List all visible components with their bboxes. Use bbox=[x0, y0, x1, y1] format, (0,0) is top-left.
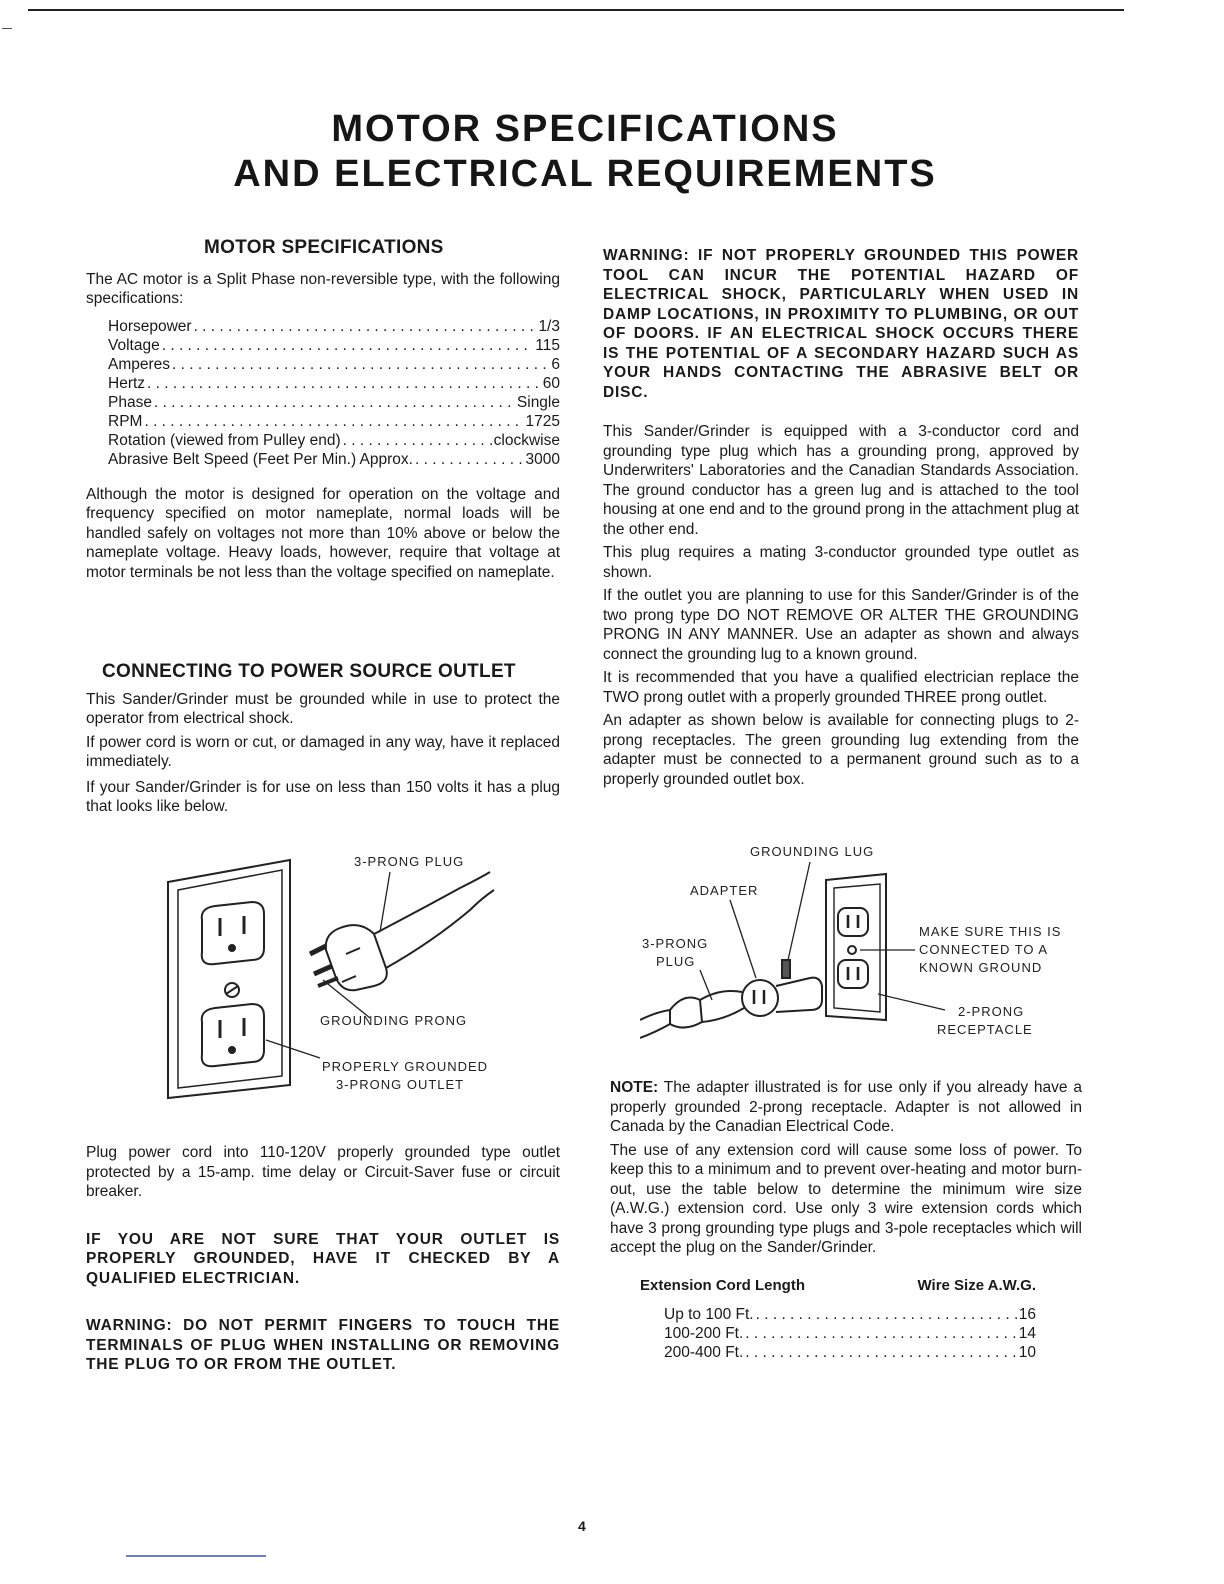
spec-list bbox=[86, 317, 560, 469]
connecting-p4: Plug power cord into 110-120V properly grounded type outlet protected by a 15-amp. time delay or Circuit-Saver fuse or circuit breaker. bbox=[86, 1144, 560, 1200]
fig2-plug-label-1: 3-PRONG bbox=[642, 936, 709, 951]
note-lead: NOTE: bbox=[610, 1079, 659, 1096]
right-p5: An adapter as shown below is available for connecting plugs to 2-prong receptacles. The green grounding lug extending from the adapter must be connected to a permanent ground such as to a properly grounded outlet box. bbox=[603, 712, 1079, 788]
spec-row: Abrasive Belt Speed (Feet Per Min.) Approx. . . . 3000 bbox=[108, 450, 560, 469]
spec-row: Phase . . . Single bbox=[108, 393, 560, 412]
ext-col-awg: Wire Size A.W.G. bbox=[917, 1276, 1036, 1294]
note-text: The adapter illustrated is for use only if you already have a properly grounded 2-prong receptacle. Adapter is not allowed in Canada by the Canadian Electrical Code. bbox=[610, 1079, 1082, 1135]
caution-text: IF YOU ARE NOT SURE THAT YOUR OUTLET IS PROPERLY GROUNDED, HAVE IT CHECKED BY A QUALIFIED ELECTRICIAN. bbox=[86, 1230, 560, 1287]
right-p1: This Sander/Grinder is equipped with a 3-conductor cord and grounding type plug which has a grounding prong, approved by Underwriters' Laboratories and the Canadian Standards Association. The ground conductor has a green lug and is attached to the tool housing at one end and to the ground prong in the attachment plug at the other end. bbox=[603, 423, 1079, 538]
connecting-lower bbox=[86, 1143, 560, 1375]
margin-tick bbox=[2, 28, 12, 29]
right-p4: It is recommended that you have a qualified electrician replace the TWO prong outlet with a properly grounded THREE prong outlet. bbox=[603, 669, 1079, 706]
spec-row: Amperes . . . 6 bbox=[108, 355, 560, 374]
voltage-note: Although the motor is designed for operation on the voltage and frequency specified on motor nameplate, normal loads will be handled safely on voltages not more than 10% above or below the nameplate voltage. Heavy loads, however, require that voltage at motor terminals be not less than the voltage specified on nameplate. bbox=[86, 485, 560, 581]
fig1-outlet-label-2: 3-PRONG OUTLET bbox=[336, 1077, 465, 1092]
extension-cord-table bbox=[610, 1276, 1082, 1363]
table-row: 100-200 Ft. . . . 14 bbox=[664, 1324, 1036, 1343]
spec-row: Rotation (viewed from Pulley end) . . . clockwise bbox=[108, 431, 560, 450]
table-row: 200-400 Ft. . . . 10 bbox=[664, 1343, 1036, 1362]
top-rule bbox=[28, 9, 1124, 11]
outlet-plate bbox=[168, 860, 290, 1098]
right-p3: If the outlet you are planning to use for this Sander/Grinder is of the two prong type DO NOT REMOVE OR ALTER THE GROUNDING PRONG IN ANY MANNER. Use an adapter as shown and always connect the grounding lug to a known ground. bbox=[603, 587, 1079, 663]
connecting-p3: If your Sander/Grinder is for use on less than 150 volts it has a plug that looks like below. bbox=[86, 778, 560, 815]
grounding-warning: WARNING: IF NOT PROPERLY GROUNDED THIS POWER TOOL CAN INCUR THE POTENTIAL HAZARD OF ELECTRICAL SHOCK, PARTICULARLY WHEN USED IN DAMP LOCATIONS, IN PROXIMITY TO PLUMBING, OR OUT OF DOORS. IF AN ELECTRICAL SHOCK OCCURS THERE IS THE POTENTIAL OF A SECONDARY HAZARD SUCH AS YOUR HANDS CONTACTING THE ABRASIVE BELT OR DISC. bbox=[603, 247, 1079, 401]
fig1-plug-label: 3-PRONG PLUG bbox=[354, 854, 465, 869]
fig2-plug-label-2: PLUG bbox=[656, 954, 696, 969]
fig2-ground-label-1: MAKE SURE THIS IS bbox=[919, 924, 1062, 939]
spec-row: Horsepower . . . 1/3 bbox=[108, 317, 560, 336]
connecting-heading: CONNECTING TO POWER SOURCE OUTLET bbox=[102, 661, 516, 682]
fig2-receptacle-label-2: RECEPTACLE bbox=[937, 1022, 1033, 1037]
fig2-ground-label-2: CONNECTED TO A bbox=[919, 942, 1049, 957]
connecting-p1: This Sander/Grinder must be grounded while in use to protect the operator from electrical shock. bbox=[86, 690, 560, 727]
adapter-note bbox=[610, 1078, 1082, 1137]
spec-row: Voltage . . . 115 bbox=[108, 336, 560, 355]
two-prong-receptacle bbox=[826, 874, 886, 1020]
fig1-prong-label: GROUNDING PRONG bbox=[320, 1013, 468, 1028]
spec-row: RPM . . . 1725 bbox=[108, 412, 560, 431]
table-row: Up to 100 Ft. . . . 16 bbox=[664, 1305, 1036, 1324]
bottom-blue-mark bbox=[126, 1555, 266, 1557]
page-title-line-2: AND ELECTRICAL REQUIREMENTS bbox=[233, 153, 937, 195]
spec-row: Hertz . . . 60 bbox=[108, 374, 560, 393]
motor-specs-section bbox=[86, 238, 560, 582]
ext-table-header bbox=[640, 1276, 1036, 1296]
fig2-receptacle-label-1: 2-PRONG bbox=[958, 1004, 1025, 1019]
page-number: 4 bbox=[578, 1518, 586, 1534]
fig2-adapter-label: ADAPTER bbox=[690, 883, 759, 898]
right-column-bottom bbox=[610, 1078, 1082, 1362]
three-prong-plug bbox=[310, 872, 494, 990]
right-column-top bbox=[603, 246, 1079, 789]
connecting-section bbox=[86, 662, 560, 817]
fig1-outlet-label-1: PROPERLY GROUNDED bbox=[322, 1059, 489, 1074]
warning-fingers-text: WARNING: DO NOT PERMIT FINGERS TO TOUCH THE TERMINALS OF PLUG WHEN INSTALLING OR REMOVING THE PLUG TO OR FROM THE OUTLET. bbox=[86, 1317, 560, 1373]
fig2-ground-label-3: KNOWN GROUND bbox=[919, 960, 1043, 975]
ext-col-length: Extension Cord Length bbox=[640, 1276, 805, 1294]
extension-cord-text: The use of any extension cord will cause some loss of power. To keep this to a minimum and to prevent over-heating and motor burn-out, use the table below to determine the minimum wire size (A.W.G.) extension cord. Use only 3 wire extension cords which have 3 prong grounding type plugs and 3-pole receptacles which will accept the plug on the Sander/Grinder. bbox=[610, 1141, 1082, 1256]
motor-specs-intro: The AC motor is a Split Phase non-reversible type, with the following specifications: bbox=[86, 270, 560, 307]
ext-table-body bbox=[610, 1305, 1082, 1362]
motor-specs-heading: MOTOR SPECIFICATIONS bbox=[204, 237, 444, 258]
fig2-lug-label: GROUNDING LUG bbox=[750, 844, 875, 859]
page-title-line-1: MOTOR SPECIFICATIONS bbox=[331, 108, 839, 150]
connecting-p2: If power cord is worn or cut, or damaged in any way, have it replaced immediately. bbox=[86, 733, 560, 770]
right-p2: This plug requires a mating 3-conductor grounded type outlet as shown. bbox=[603, 544, 1079, 581]
adapter-and-plug bbox=[640, 960, 822, 1038]
